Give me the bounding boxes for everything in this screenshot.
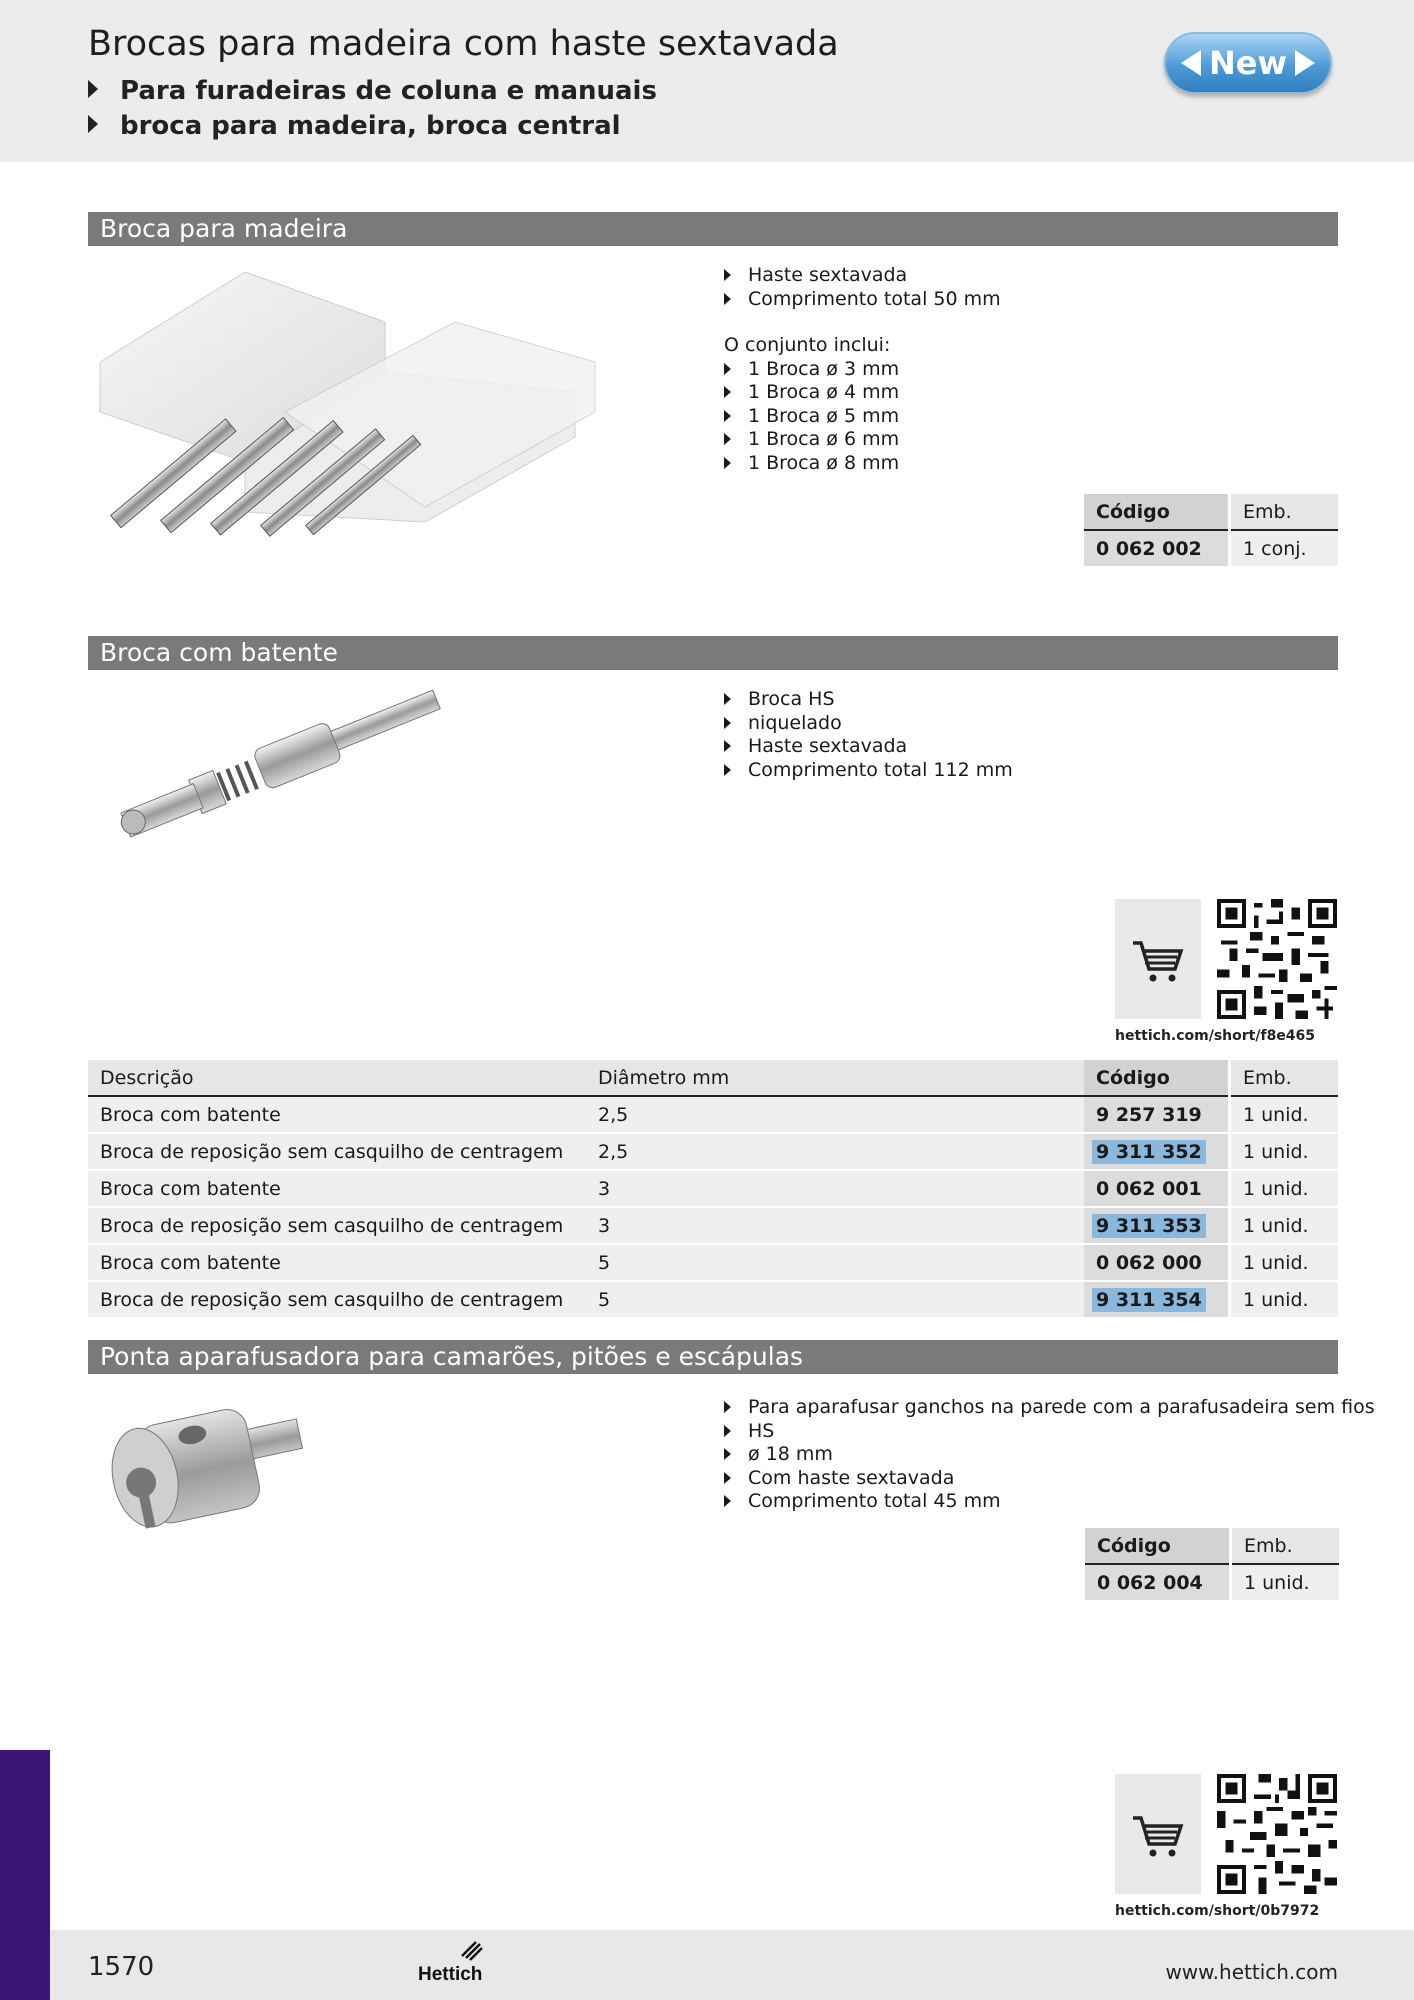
feature-item: Comprimento total 50 mm bbox=[724, 288, 1001, 312]
page-title: Brocas para madeira com haste sextavada bbox=[88, 24, 839, 64]
table-row bbox=[88, 1207, 1338, 1244]
section1-code-table bbox=[1084, 494, 1338, 566]
code-cell: 0 062 000 bbox=[1084, 1244, 1230, 1281]
cart-button[interactable] bbox=[1115, 899, 1201, 1019]
new-code-highlight: 9 311 352 bbox=[1092, 1140, 1206, 1164]
set-item: 1 Broca ø 3 mm bbox=[724, 358, 1001, 382]
set-item: 1 Broca ø 8 mm bbox=[724, 452, 1001, 476]
right-triangle-icon bbox=[1295, 50, 1315, 76]
code-cell bbox=[1084, 1281, 1230, 1317]
pack-cell: 1 unid. bbox=[1230, 1244, 1339, 1281]
diameter-cell: 3 bbox=[586, 1170, 1084, 1207]
set-label: O conjunto inclui: bbox=[724, 334, 891, 356]
qr-code-0b7972[interactable] bbox=[1217, 1774, 1337, 1894]
cart-button[interactable] bbox=[1115, 1774, 1201, 1894]
qr-code-f8e465[interactable] bbox=[1217, 899, 1337, 1019]
feature-item: Broca HS bbox=[724, 688, 1013, 712]
diameter-cell: 2,5 bbox=[586, 1133, 1084, 1170]
screwdriver-bit-image bbox=[95, 1390, 325, 1550]
subtitle-2: broca para madeira, broca central bbox=[88, 111, 621, 141]
table-row bbox=[1084, 530, 1338, 566]
diameter-cell: 3 bbox=[586, 1207, 1084, 1244]
pack-header: Emb. bbox=[1230, 494, 1339, 530]
section3-code-table bbox=[1085, 1528, 1339, 1600]
new-code-highlight: 9 311 354 bbox=[1092, 1288, 1206, 1312]
pack-cell: 1 unid. bbox=[1230, 1133, 1339, 1170]
section-title-broca-batente: Broca com batente bbox=[88, 636, 1338, 670]
table-row bbox=[1085, 1564, 1339, 1600]
code-header: Código bbox=[1084, 1060, 1230, 1096]
code-cell bbox=[1084, 1207, 1230, 1244]
drill-set-image bbox=[95, 262, 605, 602]
feature-item: HS bbox=[724, 1420, 1375, 1444]
left-triangle-icon bbox=[1181, 50, 1201, 76]
feature-item: ø 18 mm bbox=[724, 1443, 1375, 1467]
arrow-icon bbox=[88, 115, 98, 133]
table-row bbox=[88, 1170, 1338, 1207]
feature-item: Comprimento total 45 mm bbox=[724, 1490, 1375, 1514]
set-item: 1 Broca ø 4 mm bbox=[724, 381, 1001, 405]
pack-cell: 1 unid. bbox=[1230, 1207, 1339, 1244]
table-row bbox=[88, 1133, 1338, 1170]
code-cell: 0 062 004 bbox=[1085, 1564, 1231, 1600]
section3-features bbox=[724, 1396, 1375, 1514]
arrow-icon bbox=[88, 80, 98, 98]
code-header: Código bbox=[1085, 1528, 1231, 1564]
section2-features bbox=[724, 688, 1013, 782]
set-item: 1 Broca ø 6 mm bbox=[724, 428, 1001, 452]
table-row bbox=[88, 1281, 1338, 1317]
diameter-header: Diâmetro mm bbox=[586, 1060, 1084, 1096]
desc-cell: Broca de reposição sem casquilho de centragem bbox=[88, 1133, 586, 1170]
qr-link-f8e465[interactable]: hettich.com/short/f8e465 bbox=[1115, 1028, 1316, 1044]
stop-drill-image bbox=[95, 685, 475, 845]
desc-cell: Broca com batente bbox=[88, 1244, 586, 1281]
pack-cell: 1 unid. bbox=[1230, 1170, 1339, 1207]
qr-link-0b7972[interactable]: hettich.com/short/0b7972 bbox=[1115, 1903, 1320, 1919]
desc-cell: Broca com batente bbox=[88, 1096, 586, 1133]
shopping-cart-icon bbox=[1115, 899, 1201, 1019]
code-cell: 9 257 319 bbox=[1084, 1096, 1230, 1133]
section-title-broca-madeira: Broca para madeira bbox=[88, 212, 1338, 246]
svg-text:Hettich: Hettich bbox=[418, 1964, 483, 1985]
shopping-cart-icon bbox=[1115, 1774, 1201, 1894]
feature-item: Comprimento total 112 mm bbox=[724, 759, 1013, 783]
pack-header: Emb. bbox=[1230, 1060, 1339, 1096]
desc-cell: Broca de reposição sem casquilho de centragem bbox=[88, 1281, 586, 1317]
feature-item: Com haste sextavada bbox=[724, 1467, 1375, 1491]
feature-item: Haste sextavada bbox=[724, 735, 1013, 759]
pack-cell: 1 conj. bbox=[1230, 530, 1339, 566]
pack-cell: 1 unid. bbox=[1230, 1096, 1339, 1133]
section1-features bbox=[724, 264, 1001, 475]
chapter-tab bbox=[0, 1750, 50, 2000]
pack-cell: 1 unid. bbox=[1230, 1281, 1339, 1317]
new-code-highlight: 9 311 353 bbox=[1092, 1214, 1206, 1238]
feature-item: Para aparafusar ganchos na parede com a parafusadeira sem fios bbox=[724, 1396, 1375, 1420]
hettich-logo bbox=[418, 1936, 488, 1986]
desc-cell: Broca de reposição sem casquilho de centragem bbox=[88, 1207, 586, 1244]
set-item: 1 Broca ø 5 mm bbox=[724, 405, 1001, 429]
table-row bbox=[88, 1096, 1338, 1133]
new-badge: New bbox=[1164, 32, 1332, 94]
desc-cell: Broca com batente bbox=[88, 1170, 586, 1207]
code-cell: 0 062 002 bbox=[1084, 530, 1230, 566]
desc-header: Descrição bbox=[88, 1060, 586, 1096]
diameter-cell: 2,5 bbox=[586, 1096, 1084, 1133]
section-title-ponta-aparafusadora: Ponta aparafusadora para camarões, pitões e escápulas bbox=[88, 1340, 1338, 1374]
code-header: Código bbox=[1084, 494, 1230, 530]
subtitle-1: Para furadeiras de coluna e manuais bbox=[88, 76, 657, 106]
feature-item: niquelado bbox=[724, 712, 1013, 736]
diameter-cell: 5 bbox=[586, 1244, 1084, 1281]
code-cell bbox=[1084, 1133, 1230, 1170]
table-row bbox=[88, 1244, 1338, 1281]
website-link[interactable]: www.hettich.com bbox=[1165, 1960, 1338, 1984]
section2-product-table bbox=[88, 1060, 1338, 1317]
code-cell: 0 062 001 bbox=[1084, 1170, 1230, 1207]
page-number: 1570 bbox=[88, 1952, 155, 1982]
feature-item: Haste sextavada bbox=[724, 264, 1001, 288]
pack-header: Emb. bbox=[1231, 1528, 1340, 1564]
diameter-cell: 5 bbox=[586, 1281, 1084, 1317]
pack-cell: 1 unid. bbox=[1231, 1564, 1340, 1600]
